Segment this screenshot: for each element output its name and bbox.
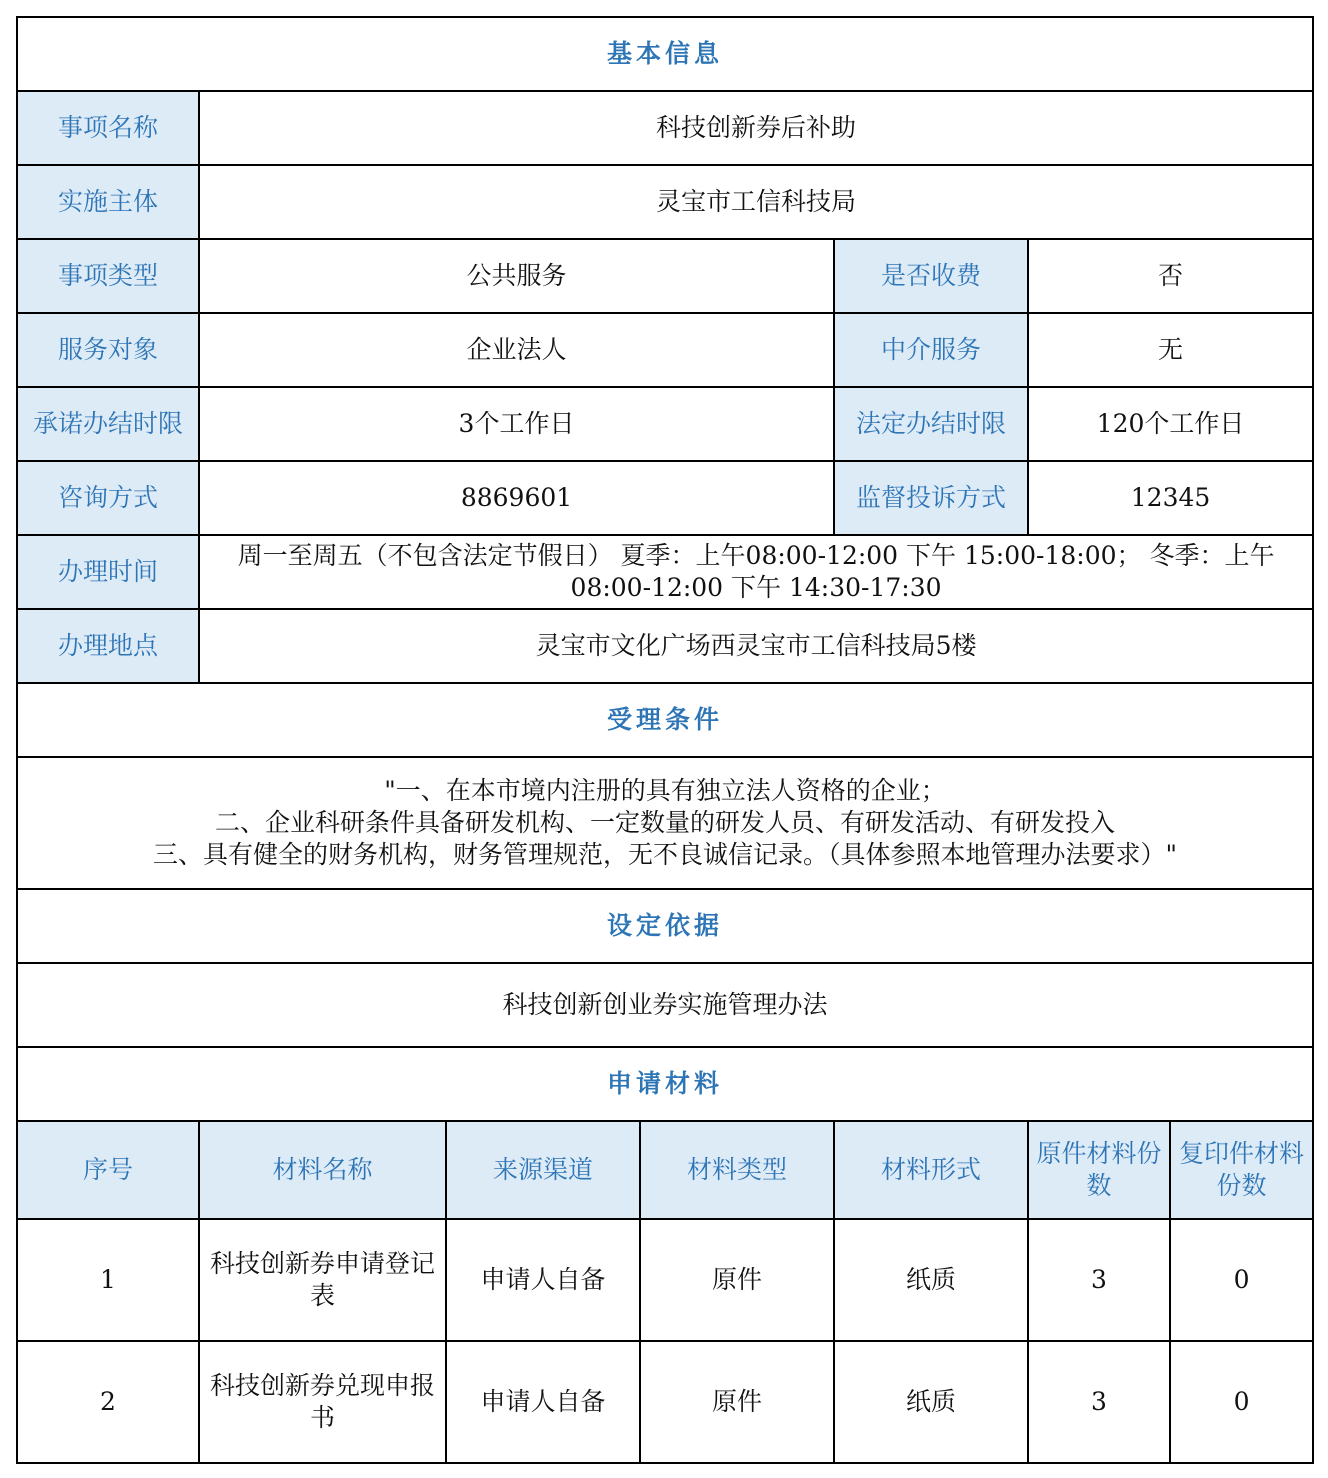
table-row [17,1341,1313,1463]
intermediary-label: 中介服务 [834,313,1028,387]
condition-line: 三、具有健全的财务机构，财务管理规范，无不良诚信记录。（具体参照本地管理办法要求）" [153,840,1178,869]
item-type-label: 事项类型 [17,239,199,313]
conditions-text [17,757,1313,889]
promised-limit-value: 3个工作日 [199,387,834,461]
implementer-label: 实施主体 [17,165,199,239]
condition-line: 二、企业科研条件具备研发机构、一定数量的研发人员、有研发活动、有研发投入 [215,808,1116,837]
material-index: 2 [17,1341,199,1463]
material-copy-count: 0 [1170,1341,1313,1463]
material-original-count: 3 [1028,1219,1170,1341]
item-type-value: 公共服务 [199,239,834,313]
service-target-label: 服务对象 [17,313,199,387]
item-name-label: 事项名称 [17,91,199,165]
materials-header-index: 序号 [17,1121,199,1219]
material-form: 纸质 [834,1341,1028,1463]
section-title-basic-info: 基本信息 [17,17,1313,91]
intermediary-value: 无 [1028,313,1313,387]
section-title-basis: 设定依据 [17,889,1313,963]
complaint-value: 12345 [1028,461,1313,535]
basis-text: 科技创新创业券实施管理办法 [17,963,1313,1047]
implementer-value: 灵宝市工信科技局 [199,165,1313,239]
material-original-count: 3 [1028,1341,1170,1463]
material-source: 申请人自备 [446,1219,640,1341]
service-target-value: 企业法人 [199,313,834,387]
fee-value: 否 [1028,239,1313,313]
materials-header-type: 材料类型 [640,1121,834,1219]
material-source: 申请人自备 [446,1341,640,1463]
material-type: 原件 [640,1219,834,1341]
promised-limit-label: 承诺办结时限 [17,387,199,461]
material-copy-count: 0 [1170,1219,1313,1341]
materials-header-source: 来源渠道 [446,1121,640,1219]
materials-header-name: 材料名称 [199,1121,446,1219]
material-name: 科技创新券兑现申报书 [199,1341,446,1463]
table-row [17,1219,1313,1341]
materials-header-original-count: 原件材料份数 [1028,1121,1170,1219]
hours-label: 办理时间 [17,535,199,609]
location-value: 灵宝市文化广场西灵宝市工信科技局5楼 [199,609,1313,683]
material-name: 科技创新券申请登记表 [199,1219,446,1341]
complaint-label: 监督投诉方式 [834,461,1028,535]
condition-line: "一、在本市境内注册的具有独立法人资格的企业； [384,776,946,805]
materials-header-form: 材料形式 [834,1121,1028,1219]
section-title-materials: 申请材料 [17,1047,1313,1121]
legal-limit-label: 法定办结时限 [834,387,1028,461]
hours-value: 周一至周五（不包含法定节假日） 夏季：上午08:00-12:00 下午 15:00-18:00； 冬季：上午08:00-12:00 下午 14:30-17:30 [199,535,1313,609]
service-guide-table [16,16,1314,1464]
fee-label: 是否收费 [834,239,1028,313]
section-title-conditions: 受理条件 [17,683,1313,757]
location-label: 办理地点 [17,609,199,683]
item-name-value: 科技创新券后补助 [199,91,1313,165]
material-form: 纸质 [834,1219,1028,1341]
legal-limit-value: 120个工作日 [1028,387,1313,461]
consult-value: 8869601 [199,461,834,535]
materials-header-copy-count: 复印件材料份数 [1170,1121,1313,1219]
material-index: 1 [17,1219,199,1341]
material-type: 原件 [640,1341,834,1463]
consult-label: 咨询方式 [17,461,199,535]
